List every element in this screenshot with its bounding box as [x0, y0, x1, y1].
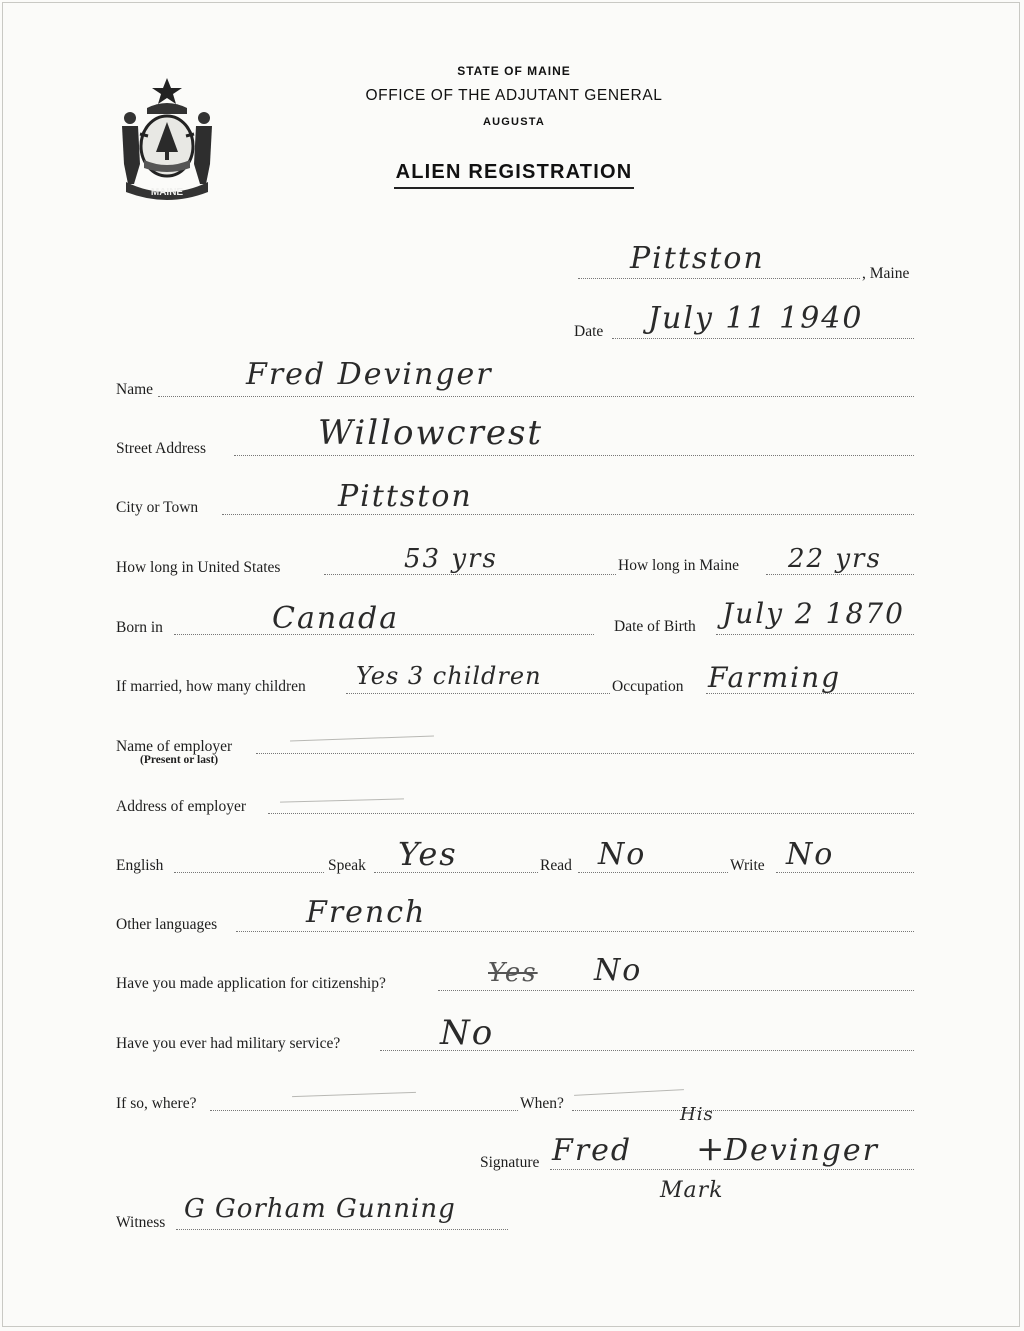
how-long-maine-line	[766, 574, 914, 575]
name-line	[158, 396, 914, 397]
employer-address-label: Address of employer	[116, 798, 246, 815]
citizenship-value: No	[594, 953, 643, 988]
town-line	[578, 278, 860, 279]
signature-mark: Mark	[660, 1178, 724, 1203]
witness-line	[176, 1229, 508, 1230]
name-value: Fred Devinger	[246, 357, 493, 392]
street-address-line	[234, 455, 914, 456]
signature-his: His	[680, 1104, 714, 1125]
if-so-where-label: If so, where?	[116, 1095, 197, 1112]
english-line	[174, 872, 324, 873]
military-label: Have you ever had military service?	[116, 1035, 341, 1052]
employer-address-line	[268, 813, 914, 814]
married-children-label: If married, how many children	[116, 678, 306, 695]
city-or-town-line	[222, 514, 914, 515]
how-long-us-label: How long in United States	[116, 559, 281, 576]
town-value: Pittston	[630, 241, 765, 276]
header-city: AUGUSTA	[483, 116, 545, 128]
married-children-line	[346, 693, 610, 694]
occupation-label: Occupation	[612, 678, 684, 695]
date-of-birth-label: Date of Birth	[614, 618, 696, 635]
city-or-town-value: Pittston	[338, 479, 473, 514]
read-label: Read	[540, 857, 572, 874]
name-label: Name	[116, 381, 154, 398]
write-line	[776, 872, 914, 873]
witness-value: G Gorham Gunning	[184, 1194, 456, 1224]
when-label: When?	[520, 1095, 564, 1112]
occupation-value: Farming	[708, 661, 842, 694]
date-line	[612, 338, 914, 339]
how-long-us-line	[324, 574, 616, 575]
date-label: Date	[574, 323, 604, 340]
other-languages-label: Other languages	[116, 916, 218, 933]
when-line	[572, 1110, 914, 1111]
svg-text:MAINE: MAINE	[150, 187, 184, 198]
read-value: No	[598, 837, 647, 872]
signature-line	[550, 1169, 914, 1170]
speak-label: Speak	[328, 857, 366, 874]
employer-name-note: (Present or last)	[140, 754, 219, 766]
maine-label: , Maine	[862, 265, 910, 282]
street-address-label: Street Address	[116, 440, 206, 457]
citizenship-label: Have you made application for citizenship?	[116, 975, 386, 992]
born-in-label: Born in	[116, 619, 163, 636]
write-label: Write	[730, 857, 765, 874]
street-address-value: Willowcrest	[318, 413, 544, 453]
if-so-where-line	[210, 1110, 518, 1111]
english-label: English	[116, 857, 164, 874]
speak-value: Yes	[398, 835, 458, 873]
other-languages-line	[236, 931, 914, 932]
other-languages-value: French	[306, 895, 427, 930]
signature-first: Fred	[552, 1133, 633, 1168]
date-of-birth-line	[716, 634, 914, 635]
form-title: ALIEN REGISTRATION	[2, 161, 1024, 189]
read-line	[578, 872, 728, 873]
born-in-value: Canada	[272, 601, 400, 636]
how-long-maine-value: 22 yrs	[788, 544, 882, 574]
employer-name-label: Name of employer	[116, 738, 233, 755]
employer-name-line	[256, 753, 914, 754]
signature-x-mark: +	[696, 1129, 727, 1169]
citizenship-struck-value: Yes	[488, 958, 538, 988]
city-or-town-label: City or Town	[116, 499, 199, 516]
military-value: No	[440, 1013, 495, 1053]
date-of-birth-value: July 2 1870	[722, 597, 905, 630]
how-long-maine-label: How long in Maine	[618, 557, 739, 574]
citizenship-line	[438, 990, 914, 991]
signature-last: Devinger	[724, 1133, 879, 1168]
header-state: STATE OF MAINE	[457, 64, 571, 78]
signature-label: Signature	[480, 1154, 540, 1171]
how-long-us-value: 53 yrs	[404, 544, 498, 574]
date-value: July 11 1940	[648, 301, 864, 336]
witness-label: Witness	[116, 1214, 166, 1231]
married-children-value: Yes 3 children	[356, 662, 542, 690]
header-office: OFFICE OF THE ADJUTANT GENERAL	[365, 87, 663, 104]
write-value: No	[786, 837, 835, 872]
